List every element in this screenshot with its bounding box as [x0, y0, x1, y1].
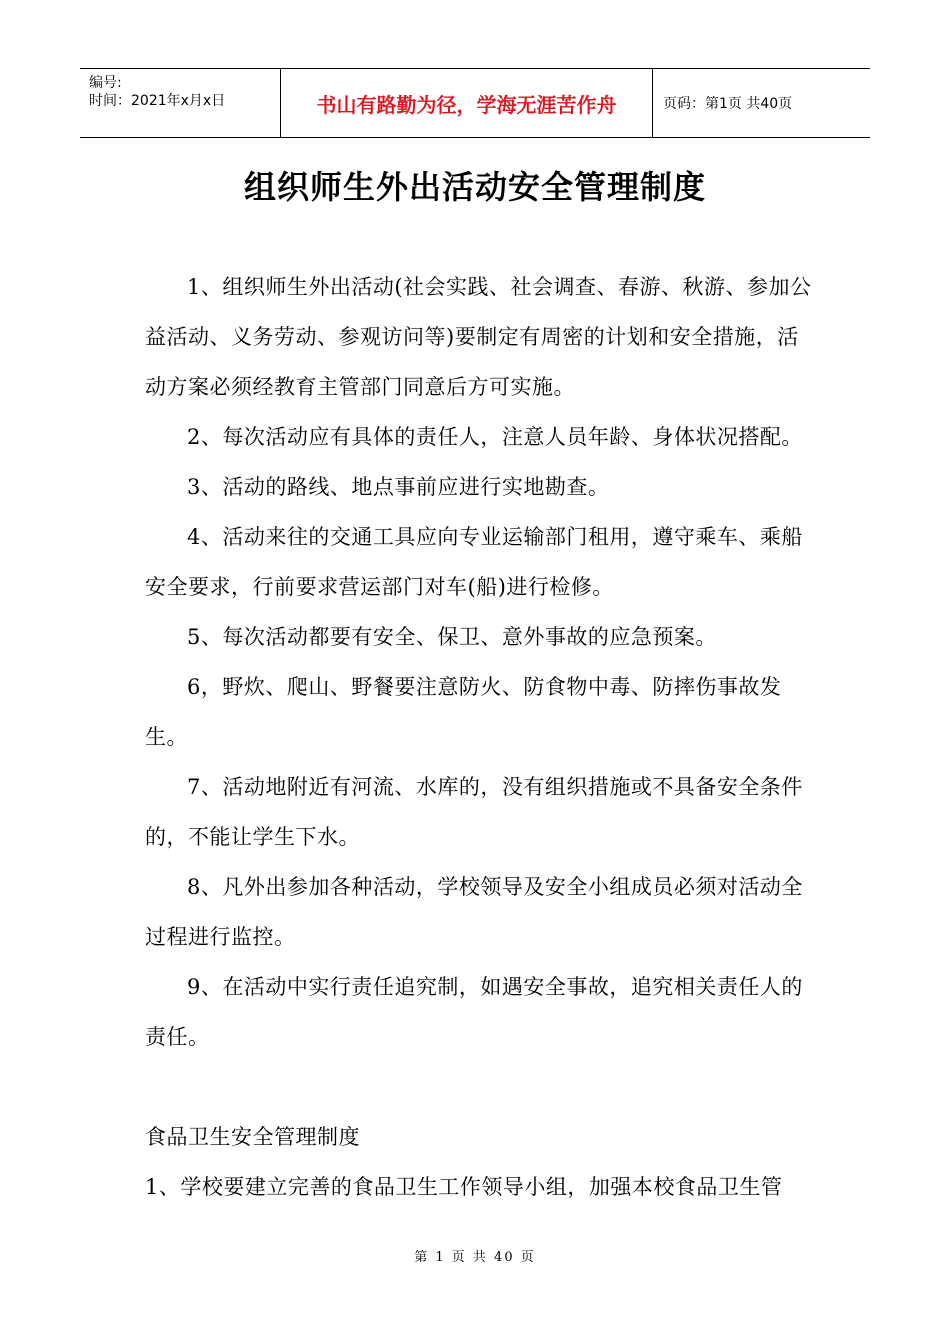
paragraph-9: 9、在活动中实行责任追究制，如遇安全事故，追究相关责任人的责任。	[145, 975, 803, 1049]
paragraph-3: 3、活动的路线、地点事前应进行实地勘查。	[187, 475, 610, 499]
header-table	[80, 68, 870, 138]
header-meta-cell	[80, 69, 281, 137]
document-title: 组织师生外出活动安全管理制度	[243, 168, 706, 206]
paragraph-8: 8、凡外出参加各种活动，学校领导及安全小组成员必须对活动全过程进行监控。	[145, 875, 803, 949]
paragraph-6: 6，野炊、爬山、野餐要注意防火、防食物中毒、防摔伤事故发生。	[145, 675, 782, 749]
section-gap	[145, 1062, 815, 1112]
section2-title: 食品卫生安全管理制度	[145, 1125, 360, 1149]
paragraph-1: 1、组织师生外出活动(社会实践、社会调查、春游、秋游、参加公益活动、义务劳动、参观访问等)要制定有周密的计划和安全措施，活动方案必须经教育主管部门同意后方可实施。	[145, 275, 812, 399]
section2-paragraph-1: 1、学校要建立完善的食品卫生工作领导小组，加强本校食品卫生管	[145, 1175, 783, 1199]
paragraph-4: 4、活动来往的交通工具应向专业运输部门租用，遵守乘车、乘船安全要求，行前要求营运部门对车(船)进行检修。	[145, 525, 803, 599]
paragraph-7: 7、活动地附近有河流、水库的，没有组织措施或不具备安全条件的，不能让学生下水。	[145, 775, 803, 849]
paragraph-5: 5、每次活动都要有安全、保卫、意外事故的应急预案。	[187, 625, 717, 649]
page-footer: 第 1 页 共 40 页	[414, 1250, 536, 1265]
header-motto: 书山有路勤为径，学海无涯苦作舟	[281, 69, 653, 137]
document-number-label: 编号:	[89, 75, 122, 91]
document-date-label: 时间：2021年x月x日	[89, 93, 226, 109]
paragraph-2: 2、每次活动应有具体的责任人，注意人员年龄、身体状况搭配。	[187, 425, 803, 449]
document-body	[145, 262, 815, 1212]
header-page-info: 页码：第1页 共40页	[663, 96, 793, 112]
